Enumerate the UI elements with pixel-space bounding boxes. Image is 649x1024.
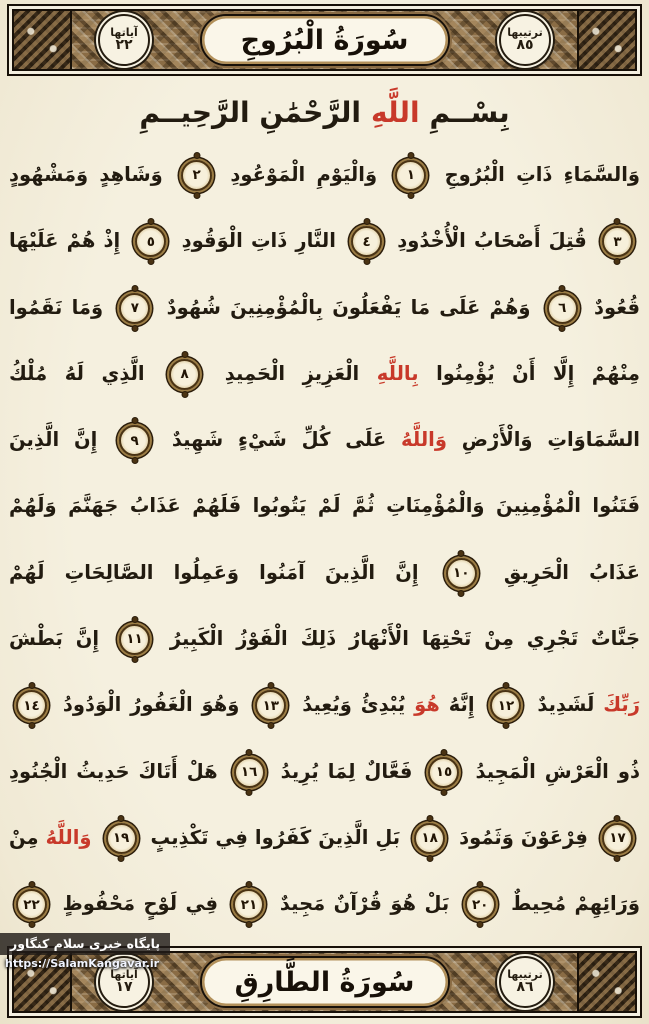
verse-number-medallion: ١٣ bbox=[255, 690, 286, 721]
quran-line bbox=[6, 473, 643, 539]
verse-text: ذُو الْعَرْشِ الْمَجِيدُ bbox=[475, 759, 640, 783]
top-banner bbox=[7, 4, 642, 76]
verse-number-medallion: ٥ bbox=[135, 226, 166, 257]
verse-number-medallion: ١٤ bbox=[16, 690, 47, 721]
quran-line bbox=[6, 142, 643, 208]
order-label: ترتيبها bbox=[507, 25, 543, 39]
watermark bbox=[0, 933, 170, 970]
verse-text: السَّمَاوَاتِ وَالْأَرْضِ bbox=[461, 428, 640, 452]
verse-number-medallion: ١٧ bbox=[602, 823, 633, 854]
verse-text: فِي لَوْحٍ مَحْفُوظٍ bbox=[62, 892, 219, 916]
verse-text: فِرْعَوْنَ وَثَمُودَ bbox=[459, 825, 588, 849]
surah-title: سُورَةُ الطَّارِقِ bbox=[234, 966, 415, 998]
ayat-label: آياتها bbox=[110, 25, 138, 39]
verse-text: وَمَا نَقَمُوا bbox=[9, 295, 104, 319]
verse-number-medallion: ١١ bbox=[119, 624, 150, 655]
verse-text: وَالْيَوْمِ الْمَوْعُودِ bbox=[230, 163, 378, 186]
quran-line bbox=[6, 871, 643, 937]
quran-line bbox=[6, 540, 643, 606]
quran-line bbox=[6, 208, 643, 274]
verse-text: عَذَابُ الْحَرِيقِ bbox=[503, 560, 640, 584]
verse-text: إِنَّ الَّذِينَ bbox=[9, 428, 98, 452]
verse-text: إِذْ هُمْ عَلَيْهَا bbox=[9, 229, 121, 253]
quran-lines bbox=[6, 142, 643, 938]
watermark-site-name: پایگاه خبری سلام کنگاور bbox=[0, 933, 170, 955]
order-medallion bbox=[499, 14, 551, 66]
verse-text: بَلِ الَّذِينَ كَفَرُوا فِي تَكْذِيبٍ bbox=[150, 825, 401, 849]
top-banner-ornament-band bbox=[12, 9, 637, 71]
verse-number-medallion: ١ bbox=[395, 160, 426, 191]
verse-text: يُبْدِئُ وَيُعِيدُ bbox=[302, 693, 406, 717]
verse-number-medallion: ٤ bbox=[351, 226, 382, 257]
verse-text: عَلَى كُلِّ شَيْءٍ شَهِيدٌ bbox=[171, 428, 387, 452]
verse-text: الرَّحْمَٰنِ الرَّحِيــمِ bbox=[139, 95, 362, 129]
divine-name-text: وَاللَّهُ bbox=[401, 428, 447, 452]
verse-number-medallion: ٢ bbox=[181, 160, 212, 191]
verse-text: النَّارِ ذَاتِ الْوَقُودِ bbox=[181, 229, 336, 253]
verse-number-medallion: ٢٠ bbox=[465, 889, 496, 920]
verse-text: إِنَّ الَّذِينَ آمَنُوا وَعَمِلُوا الصَّالِحَاتِ لَهُمْ bbox=[9, 560, 419, 584]
verse-text: لَشَدِيدٌ bbox=[537, 693, 595, 717]
ayat-count-medallion bbox=[98, 14, 150, 66]
verse-text: الَّذِي لَهُ مُلْكُ bbox=[9, 361, 145, 385]
verse-text: وَرَائِهِمْ مُحِيطٌ bbox=[511, 892, 641, 916]
verse-text: هَلْ أَتَاكَ حَدِيثُ الْجُنُودِ bbox=[9, 759, 218, 783]
verse-text: وَالسَّمَاءِ ذَاتِ الْبُرُوجِ bbox=[444, 163, 640, 186]
ayat-count: ٢٢ bbox=[115, 37, 133, 54]
divine-name-text: رَبِّكَ bbox=[603, 693, 640, 717]
verse-number-medallion: ٨ bbox=[169, 359, 200, 390]
divine-name-text: اللَّهِ bbox=[371, 95, 420, 129]
verse-number-medallion: ٦ bbox=[547, 293, 578, 324]
corner-knot-ornament bbox=[577, 11, 635, 69]
verse-text: بِسْــمِ bbox=[429, 95, 510, 129]
verse-text: جَنَّاتٌ تَجْرِي مِنْ تَحْتِهَا الْأَنْهَارُ ذَلِكَ الْفَوْزُ الْكَبِيرُ bbox=[169, 627, 640, 651]
basmala-line bbox=[40, 84, 609, 140]
verse-number-medallion: ١٨ bbox=[414, 823, 445, 854]
order-medallion bbox=[499, 956, 551, 1008]
verse-text: مِنْهُمْ إِلَّا أَنْ يُؤْمِنُوا bbox=[436, 361, 641, 385]
divine-name-text: بِاللَّهِ bbox=[376, 361, 419, 385]
verse-number-medallion: ١٩ bbox=[106, 823, 137, 854]
verse-number-medallion: ٢١ bbox=[233, 889, 264, 920]
order-number: ٨٦ bbox=[516, 979, 534, 996]
divine-name-text: وَاللَّهُ bbox=[45, 825, 92, 849]
quran-line bbox=[6, 672, 643, 738]
corner-knot-ornament bbox=[14, 11, 72, 69]
verse-number-medallion: ٩ bbox=[119, 425, 150, 456]
quran-line bbox=[6, 606, 643, 672]
quran-line bbox=[6, 275, 643, 341]
verse-text: وَهُوَ الْغَفُورُ الْوَدُودُ bbox=[62, 693, 240, 717]
ayat-count: ١٧ bbox=[115, 979, 133, 996]
verse-text: وَهُمْ عَلَى مَا يَفْعَلُونَ بِالْمُؤْمِنِينَ شُهُودٌ bbox=[166, 295, 531, 319]
verse-number-medallion: ١٥ bbox=[428, 757, 459, 788]
verse-text: وَشَاهِدٍ وَمَشْهُودٍ bbox=[9, 163, 163, 186]
quran-line bbox=[6, 407, 643, 473]
order-label: ترتيبها bbox=[507, 967, 543, 981]
verse-number-medallion: ١٦ bbox=[234, 757, 265, 788]
order-number: ٨٥ bbox=[516, 37, 534, 54]
verse-text: مِنْ bbox=[9, 825, 39, 849]
surah-title: سُورَةُ الْبُرُوجِ bbox=[240, 24, 409, 56]
verse-number-medallion: ٣ bbox=[602, 226, 633, 257]
verse-number-medallion: ١٢ bbox=[490, 690, 521, 721]
verse-text: قُعُودٌ bbox=[593, 295, 640, 319]
watermark-url-link[interactable]: https://SalamKangavar.ir bbox=[5, 957, 160, 970]
surah-title-cartouche bbox=[200, 956, 450, 1008]
verse-number-medallion: ٧ bbox=[119, 293, 150, 324]
verse-text: إِنَّ بَطْشَ bbox=[9, 627, 100, 651]
verse-text: بَلْ هُوَ قُرْآنٌ مَجِيدٌ bbox=[279, 892, 450, 916]
verse-text: فَتَنُوا الْمُؤْمِنِينَ وَالْمُؤْمِنَاتِ ثُمَّ لَمْ يَتُوبُوا فَلَهُمْ عَذَابُ جَهَنَّمَ وَلَهُمْ bbox=[9, 494, 640, 518]
ayat-label: آياتها bbox=[110, 967, 138, 981]
verse-number-medallion: ١٠ bbox=[446, 558, 477, 589]
verse-text: فَعَّالٌ لِمَا يُرِيدُ bbox=[280, 759, 413, 783]
verse-text: إِنَّهُ bbox=[448, 693, 475, 717]
corner-knot-ornament bbox=[577, 953, 635, 1011]
quran-line bbox=[6, 805, 643, 871]
quran-line bbox=[6, 341, 643, 407]
surah-title-cartouche bbox=[200, 14, 450, 66]
verse-number-medallion: ٢٢ bbox=[16, 889, 47, 920]
verse-text: قُتِلَ أَصْحَابُ الْأُخْدُودِ bbox=[397, 229, 587, 253]
verse-text: الْعَزِيزِ الْحَمِيدِ bbox=[224, 361, 360, 385]
divine-name-text: هُوَ bbox=[414, 693, 440, 717]
quran-line bbox=[6, 739, 643, 805]
